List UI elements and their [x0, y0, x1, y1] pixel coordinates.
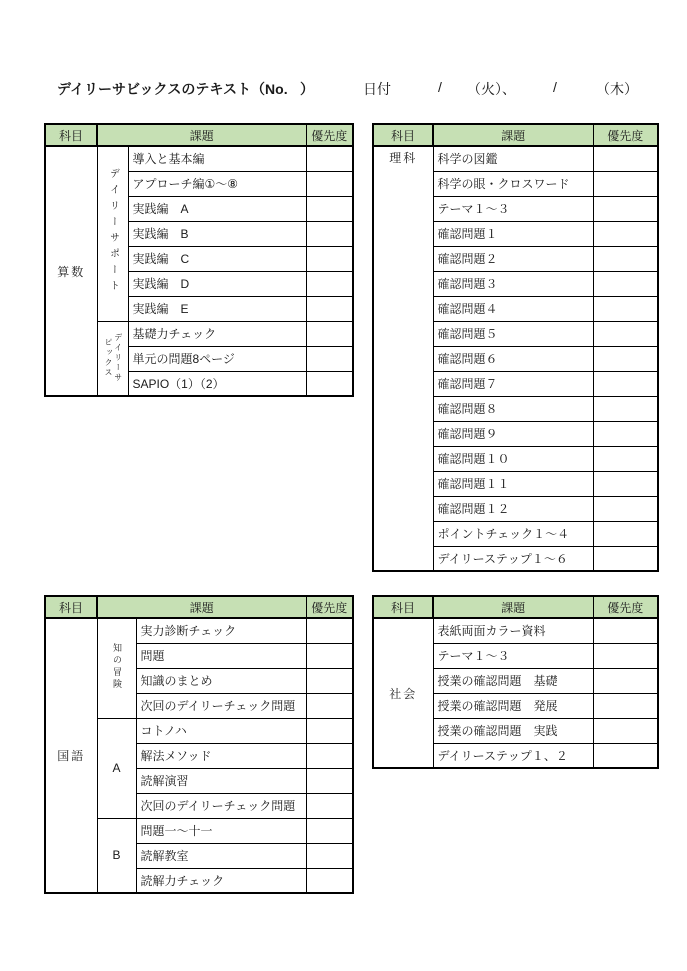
table-header-row [45, 596, 353, 618]
column-header-task: 課題 [97, 124, 306, 146]
priority-cell [593, 171, 658, 196]
task-cell: 読解教室 [136, 843, 306, 868]
task-cell: アプローチ編①～⑧ [128, 171, 306, 196]
task-cell: 実践編 B [128, 221, 306, 246]
task-cell: 確認問題８ [433, 396, 593, 421]
table-row [45, 618, 353, 643]
priority-cell [593, 321, 658, 346]
subject-cell-math: 算数 [45, 146, 97, 396]
priority-cell [306, 146, 353, 171]
priority-cell [306, 196, 353, 221]
date-slash-1: / [438, 79, 442, 95]
table-row [373, 618, 658, 643]
priority-cell [593, 521, 658, 546]
task-cell: 科学の眼・クロスワード [433, 171, 593, 196]
task-cell: 確認問題９ [433, 421, 593, 446]
group-label-chi-no-bouken [97, 618, 136, 718]
task-cell: 確認問題１ [433, 221, 593, 246]
priority-cell [306, 321, 353, 346]
column-header-subject: 科目 [373, 124, 433, 146]
document-title: デイリーサビックスのテキスト（No. [57, 81, 288, 97]
social-table [372, 595, 659, 769]
task-cell: 解法メソッド [136, 743, 306, 768]
task-cell: 実践編 D [128, 271, 306, 296]
priority-cell [306, 221, 353, 246]
priority-cell [306, 868, 353, 893]
task-cell: 次回のデイリーチェック問題 [136, 693, 306, 718]
task-cell: 授業の確認問題 基礎 [433, 668, 593, 693]
priority-cell [306, 743, 353, 768]
priority-cell [593, 421, 658, 446]
table-header-row [373, 124, 658, 146]
priority-cell [593, 668, 658, 693]
table-header-row [373, 596, 658, 618]
science-table [372, 123, 659, 572]
task-cell: 確認問題３ [433, 271, 593, 296]
task-cell: テーマ１～３ [433, 643, 593, 668]
subject-cell-japanese: 国語 [45, 618, 97, 893]
task-cell: デイリーステップ１、２ [433, 743, 593, 768]
priority-cell [306, 843, 353, 868]
task-cell: 確認問題４ [433, 296, 593, 321]
priority-cell [306, 296, 353, 321]
priority-cell [593, 221, 658, 246]
table-header-row [45, 124, 353, 146]
subject-cell-science: 理科 [373, 146, 433, 571]
priority-cell [306, 793, 353, 818]
group-label-daily-support [97, 146, 128, 321]
task-cell: 確認問題１１ [433, 471, 593, 496]
tuesday-label: （火）、 [467, 81, 516, 97]
priority-cell [306, 818, 353, 843]
column-header-task: 課題 [97, 596, 306, 618]
task-cell: 確認問題７ [433, 371, 593, 396]
priority-cell [306, 768, 353, 793]
priority-cell [306, 346, 353, 371]
task-cell: 問題一～十一 [136, 818, 306, 843]
group-label-text: デイリーサポート [107, 168, 119, 297]
priority-cell [593, 396, 658, 421]
task-cell: 基礎力チェック [128, 321, 306, 346]
task-cell: 確認問題１２ [433, 496, 593, 521]
priority-cell [593, 371, 658, 396]
table-row [373, 146, 658, 171]
group-label-daily-sapix [97, 321, 128, 396]
task-cell: 単元の問題8ページ [128, 346, 306, 371]
math-table [44, 123, 354, 397]
date-slash-2: / [553, 79, 557, 95]
task-cell: 導入と基本編 [128, 146, 306, 171]
priority-cell [593, 346, 658, 371]
task-cell: テーマ１～３ [433, 196, 593, 221]
priority-cell [593, 196, 658, 221]
priority-cell [593, 743, 658, 768]
table-row [45, 146, 353, 171]
column-header-priority: 優先度 [306, 124, 353, 146]
task-cell: 確認問題５ [433, 321, 593, 346]
thursday-label: （木） [596, 81, 638, 97]
group-label-text: 知の冒険 [112, 642, 122, 691]
priority-cell [593, 546, 658, 571]
task-cell: デイリーステップ１～６ [433, 546, 593, 571]
priority-cell [306, 718, 353, 743]
priority-cell [306, 618, 353, 643]
priority-cell [306, 246, 353, 271]
task-cell: 授業の確認問題 発展 [433, 693, 593, 718]
column-header-subject: 科目 [45, 596, 97, 618]
task-cell: ポイントチェック１～４ [433, 521, 593, 546]
column-header-priority: 優先度 [593, 596, 658, 618]
group-label-text-line2: ピックス [104, 338, 113, 379]
task-cell: 問題 [136, 643, 306, 668]
column-header-subject: 科目 [45, 124, 97, 146]
priority-cell [593, 296, 658, 321]
column-header-task: 課題 [433, 596, 593, 618]
column-header-subject: 科目 [373, 596, 433, 618]
priority-cell [593, 471, 658, 496]
task-cell: 実践編 E [128, 296, 306, 321]
task-cell: 実践編 C [128, 246, 306, 271]
document-title-row [0, 79, 687, 99]
task-cell: 実力診断チェック [136, 618, 306, 643]
date-label: 日付 [363, 81, 391, 97]
task-cell: 読解演習 [136, 768, 306, 793]
task-cell: コトノハ [136, 718, 306, 743]
group-label-b: B [97, 818, 136, 893]
priority-cell [306, 371, 353, 396]
task-cell: 実践編 A [128, 196, 306, 221]
column-header-priority: 優先度 [593, 124, 658, 146]
priority-cell [593, 271, 658, 296]
priority-cell [593, 446, 658, 471]
priority-cell [306, 171, 353, 196]
priority-cell [593, 693, 658, 718]
task-cell: 授業の確認問題 実践 [433, 718, 593, 743]
priority-cell [593, 146, 658, 171]
task-cell: 確認問題１０ [433, 446, 593, 471]
task-cell: 表紙両面カラー資料 [433, 618, 593, 643]
priority-cell [593, 618, 658, 643]
task-cell: 科学の図鑑 [433, 146, 593, 171]
subject-cell-social: 社会 [373, 618, 433, 768]
priority-cell [306, 693, 353, 718]
priority-cell [593, 496, 658, 521]
task-cell: 確認問題２ [433, 246, 593, 271]
task-cell: 確認問題６ [433, 346, 593, 371]
priority-cell [306, 271, 353, 296]
title-close-paren: ） [300, 81, 314, 97]
group-label-text-line1: デイリーサ [113, 333, 123, 384]
task-cell: 知識のまとめ [136, 668, 306, 693]
priority-cell [593, 643, 658, 668]
priority-cell [306, 668, 353, 693]
column-header-priority: 優先度 [306, 596, 353, 618]
priority-cell [306, 643, 353, 668]
task-cell: SAPIO（1）（2） [128, 371, 306, 396]
priority-cell [593, 718, 658, 743]
group-label-a: A [97, 718, 136, 818]
japanese-table [44, 595, 354, 894]
task-cell: 読解力チェック [136, 868, 306, 893]
priority-cell [593, 246, 658, 271]
task-cell: 次回のデイリーチェック問題 [136, 793, 306, 818]
column-header-task: 課題 [433, 124, 593, 146]
